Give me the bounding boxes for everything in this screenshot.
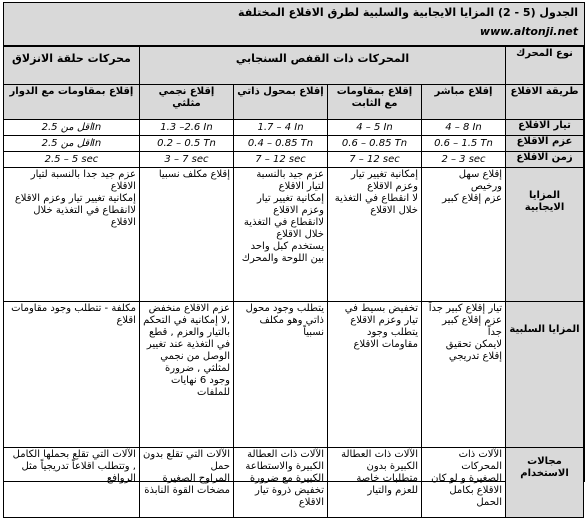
row-label: عزم الاقلاع — [506, 136, 584, 152]
table-row — [3, 302, 583, 448]
table-cell: 0.6 – 0.85 Tn — [328, 136, 422, 152]
website-label: www.altonji.net — [479, 25, 578, 38]
table-cell: يتطلب وجود محول ذاتي وهو مكلف نسبياً — [234, 302, 328, 448]
col-direct-start: إقلاع مباشر — [422, 85, 506, 120]
table-cell: 0.2 – 0.5 Tn — [139, 136, 233, 152]
table-cell: 7 – 12 sec — [328, 152, 422, 168]
table-cell: إمكانية تغيير تيار وعزم الاقلاع لا انقطاع في التغذية خلال الاقلاع — [328, 168, 422, 302]
table-row — [3, 120, 583, 136]
table-cell: اقل من 2.5In — [3, 136, 139, 152]
document-page — [3, 2, 585, 508]
table-cell: 7 – 12 sec — [234, 152, 328, 168]
row-label: مجالات الاستخدام — [506, 448, 584, 518]
table-cell: إقلاع مكلف نسبيا — [139, 168, 233, 302]
col-star-delta-start: إقلاع نجمي مثلثي — [139, 85, 233, 120]
table-title: الجدول (5 - 2) المزايا الايجابية والسلبية لطرق الاقلاع المختلفة — [238, 6, 578, 19]
table-cell: تخفيض بسيط في تيار وعزم الاقلاع يتطلب وجود مقاومات الاقلاع — [328, 302, 422, 448]
corner-label: نوع المحرك — [506, 47, 584, 85]
table-cell: الآلات ذات العطالة الكبيرة بدون متطلبات خاصة للعزم والتيار — [328, 448, 422, 518]
method-label: طريقة الاقلاع — [506, 85, 584, 120]
table-cell: الآلات ذات العطالة الكبيرة والاستطاعة الكبيرة مع ضرورة تخفيض ذروة تيار الاقلاع — [234, 448, 328, 518]
row-label: المزايا السلبية — [506, 302, 584, 448]
table-cell: عزم الاقلاع منخفض ,لا إمكانية في التحكم بالتيار والعزم , قطع في التغذية عند تغيير الوصل من نجمي لمثلثي , ضرورة وجود 6 نهايات للملفات — [139, 302, 233, 448]
table-row — [3, 168, 583, 302]
group-squirrel-cage: المحركات ذات القفص السنجابي — [139, 47, 505, 85]
table-row — [3, 152, 583, 168]
table-cell: 1.3 –2.6 In — [139, 120, 233, 136]
table-cell: اقل من 2.5In — [3, 120, 139, 136]
table-cell: الآلات التي تقلع بحملها الكامل , وتتطلب اقلاعاً تدريجياً مثل الروافع — [3, 448, 139, 518]
table-cell: إقلاع سهل ورخيص عزم إقلاع كبير — [422, 168, 506, 302]
table-cell: مكلفة - تتطلب وجود مقاومات اقلاع — [3, 302, 139, 448]
col-autotransformer-start: إقلاع بمحول ذاتي — [234, 85, 328, 120]
table-cell: تيار إقلاع كبير جداً عزم إقلاع كبير جداً لايمكن تحقيق إقلاع تدريجي — [422, 302, 506, 448]
col-rotor-resistance-start: إقلاع بمقاومات مع الدوار — [3, 85, 139, 120]
table-caption-header — [4, 3, 584, 46]
table-cell: عزم جيد بالنسبة لتيار الاقلاع إمكانية تغيير تيار وعزم الاقلاع لاانقطاع في التغذية خلال الاقلاع يستخدم كبل واحد بين اللوحة والمحرك — [234, 168, 328, 302]
header-row-methods — [3, 85, 583, 120]
starting-methods-table — [3, 46, 584, 518]
table-cell: الآلات التي تقلع بدون حمل المراوح الصغيرة مضخات القوة النابذة — [139, 448, 233, 518]
table-cell: 2.5 – 5 sec — [3, 152, 139, 168]
table-cell: 0.6 – 1.5 Tn — [422, 136, 506, 152]
table-cell: الآلات ذات المحركات الصغيرة و لو كان الاقلاع بكامل الحمل — [422, 448, 506, 518]
table-cell: 4 – 5 In — [328, 120, 422, 136]
table-cell: 0.4 – 0.85 Tn — [234, 136, 328, 152]
table-cell: 1.7 – 4 In — [234, 120, 328, 136]
table-cell: 3 – 7 sec — [139, 152, 233, 168]
table-row — [3, 448, 583, 518]
table-row — [3, 136, 583, 152]
table-cell: 4 – 8 In — [422, 120, 506, 136]
row-label: زمن الاقلاع — [506, 152, 584, 168]
row-label: المزايا الايجابية — [506, 168, 584, 302]
row-label: تيار الاقلاع — [506, 120, 584, 136]
header-row-groups — [3, 47, 583, 85]
col-stator-resistance-start: إقلاع بمقاومات مع الثابت — [328, 85, 422, 120]
group-slip-ring: محركات حلقة الانزلاق — [3, 47, 139, 85]
table-cell: عزم جيد جدا بالنسبة لتيار الاقلاع إمكانية تغيير تيار وعزم الاقلاع لاانقطاع في التغذية خلال الاقلاع — [3, 168, 139, 302]
table-cell: 2 – 3 sec — [422, 152, 506, 168]
